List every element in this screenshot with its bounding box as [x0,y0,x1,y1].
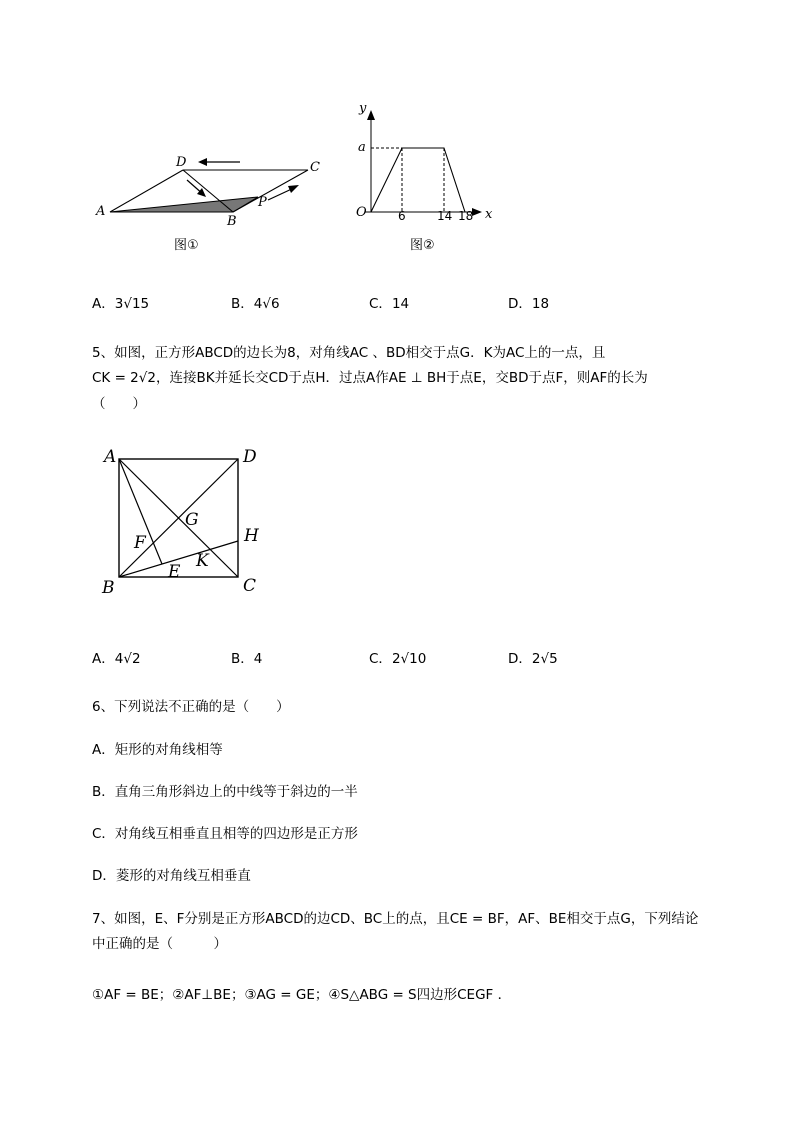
q5-option-b[interactable]: B．4 [231,651,263,667]
q5-label-d: D [243,447,257,467]
q5-option-d[interactable]: D．2√5 [508,651,558,667]
label-d: D [176,155,187,170]
tick-14: 14 [437,209,453,223]
q5-label-g: G [185,510,199,530]
q5-label-b: B [102,578,115,598]
q6-stem: 6、下列说法不正确的是（ ） [92,699,290,715]
label-y: y [359,101,367,116]
q5-label-a: A [104,447,117,467]
figure-1-caption: 图① [174,238,199,253]
label-a-value: a [358,140,366,155]
q6-option-d[interactable]: D．菱形的对角线互相垂直 [92,868,251,884]
label-p: P [258,195,267,210]
q4-option-a[interactable]: A．3√15 [92,296,150,312]
tick-18: 18 [458,209,474,223]
label-c: C [310,160,320,175]
q5-label-k: K [196,551,209,571]
q5-label-c: C [243,576,257,596]
label-x: x [485,207,493,222]
q5-option-a[interactable]: A．4√2 [92,651,141,667]
q7-stem-line-2: 中正确的是（ ） [92,936,227,952]
q5-label-h: H [244,526,259,546]
q5-label-f: F [134,533,146,553]
q4-option-b[interactable]: B．4√6 [231,296,280,312]
tick-6: 6 [398,209,406,223]
q5-stem-line-3: （ ） [92,396,146,412]
label-a: A [96,204,106,219]
q5-stem-line-1: 5、如图，正方形ABCD的边长为8，对角线AC 、BD相交于点G．K为AC上的一点，且 [92,345,606,361]
q4-option-d[interactable]: D．18 [508,296,550,312]
q6-option-b[interactable]: B．直角三角形斜边上的中线等于斜边的一半 [92,784,358,800]
q5-label-e: E [168,562,181,582]
label-b: B [227,214,237,229]
q7-stem-line-1: 7、如图，E、F分别是正方形ABCD的边CD、BC上的点，且CE = BF，AF、BE相交于点G，下列结论 [92,911,699,927]
q5-stem-line-2: CK = 2√2，连接BK并延长交CD于点H．过点A作AE ⊥ BH于点E，交BD于点F，则AF的长为 [92,370,648,386]
q4-option-c[interactable]: C．14 [369,296,410,312]
q7-statements: ①AF = BE；②AF⊥BE；③AG = GE；④S△ABG = S四边形CEGF ． [92,987,512,1003]
q6-option-a[interactable]: A．矩形的对角线相等 [92,742,223,758]
label-origin: O [356,205,367,220]
q6-option-c[interactable]: C．对角线互相垂直且相等的四边形是正方形 [92,826,358,842]
figure-2-caption: 图② [410,238,435,253]
q5-option-c[interactable]: C．2√10 [369,651,427,667]
